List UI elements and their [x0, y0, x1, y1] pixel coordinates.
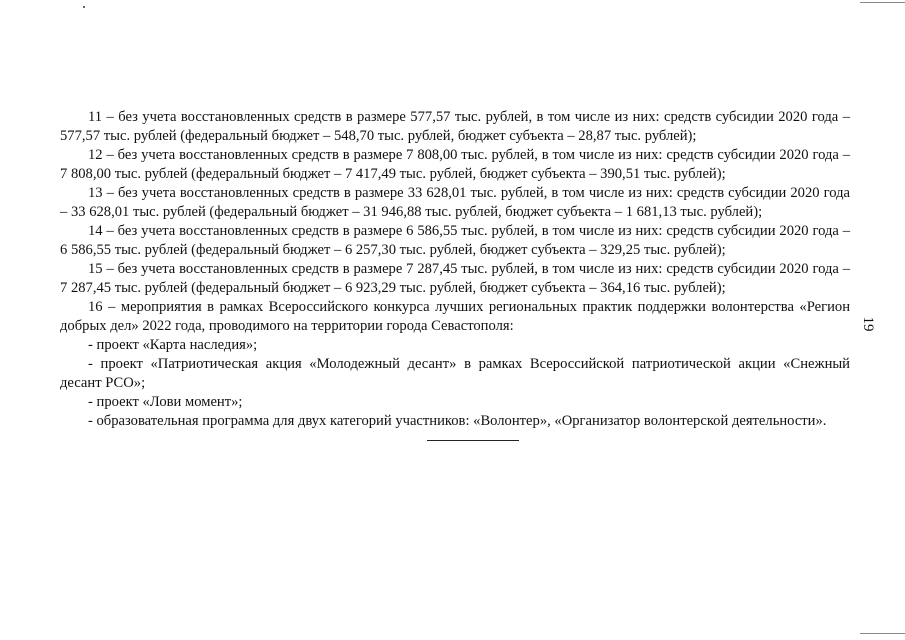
bottom-edge-rule: [860, 633, 905, 634]
top-edge-rule: [860, 2, 905, 3]
footnote-16: 16 – мероприятия в рамках Всероссийского конкурса лучших региональных практик поддержки волонтерства «Регион добрых дел» 2022 года, проводимого на территории города Севастополя:: [60, 299, 850, 334]
document-body: [60, 108, 850, 431]
list-item-project-youth-landing: - проект «Патриотическая акция «Молодежный десант» в рамках Всероссийской патриотической акции «Снежный десант РСО»;: [60, 356, 850, 391]
footnote-13: 13 – без учета восстановленных средств в размере 33 628,01 тыс. рублей, в том числе из них: средств субсидии 2020 года – 33 628,01 тыс. рублей (федеральный бюджет – 31 946,88 тыс. рублей, бюджет субъекта – 1 681,13 тыс. рублей);: [60, 185, 850, 220]
page-number: 19: [860, 316, 876, 332]
footnote-12: 12 – без учета восстановленных средств в размере 7 808,00 тыс. рублей, в том числе из них: средств субсидии 2020 года – 7 808,00 тыс. рублей (федеральный бюджет – 7 417,49 тыс. рублей, бюджет субъекта – 390,51 тыс. рублей);: [60, 147, 850, 182]
end-separator-line: [427, 440, 519, 441]
footnote-15: 15 – без учета восстановленных средств в размере 7 287,45 тыс. рублей, в том числе из них: средств субсидии 2020 года – 7 287,45 тыс. рублей (федеральный бюджет – 6 923,29 тыс. рублей, бюджет субъекта – 364,16 тыс. рублей);: [60, 261, 850, 296]
list-item-project-heritage-map: - проект «Карта наследия»;: [88, 337, 258, 353]
footnote-11: 11 – без учета восстановленных средств в размере 577,57 тыс. рублей, в том числе из них: средств субсидии 2020 года – 577,57 тыс. рублей (федеральный бюджет – 548,70 тыс. рублей, бюджет субъекта – 28,87 тыс. рублей);: [60, 109, 850, 144]
list-item-educational-program: - образовательная программа для двух категорий участников: «Волонтер», «Организатор волонтерской деятельности».: [88, 413, 827, 429]
list-item-project-catch-moment: - проект «Лови момент»;: [88, 394, 243, 410]
scan-speck: [83, 6, 85, 8]
footnote-14: 14 – без учета восстановленных средств в размере 6 586,55 тыс. рублей, в том числе из них: средств субсидии 2020 года – 6 586,55 тыс. рублей (федеральный бюджет – 6 257,30 тыс. рублей, бюджет субъекта – 329,25 тыс. рублей);: [60, 223, 850, 258]
